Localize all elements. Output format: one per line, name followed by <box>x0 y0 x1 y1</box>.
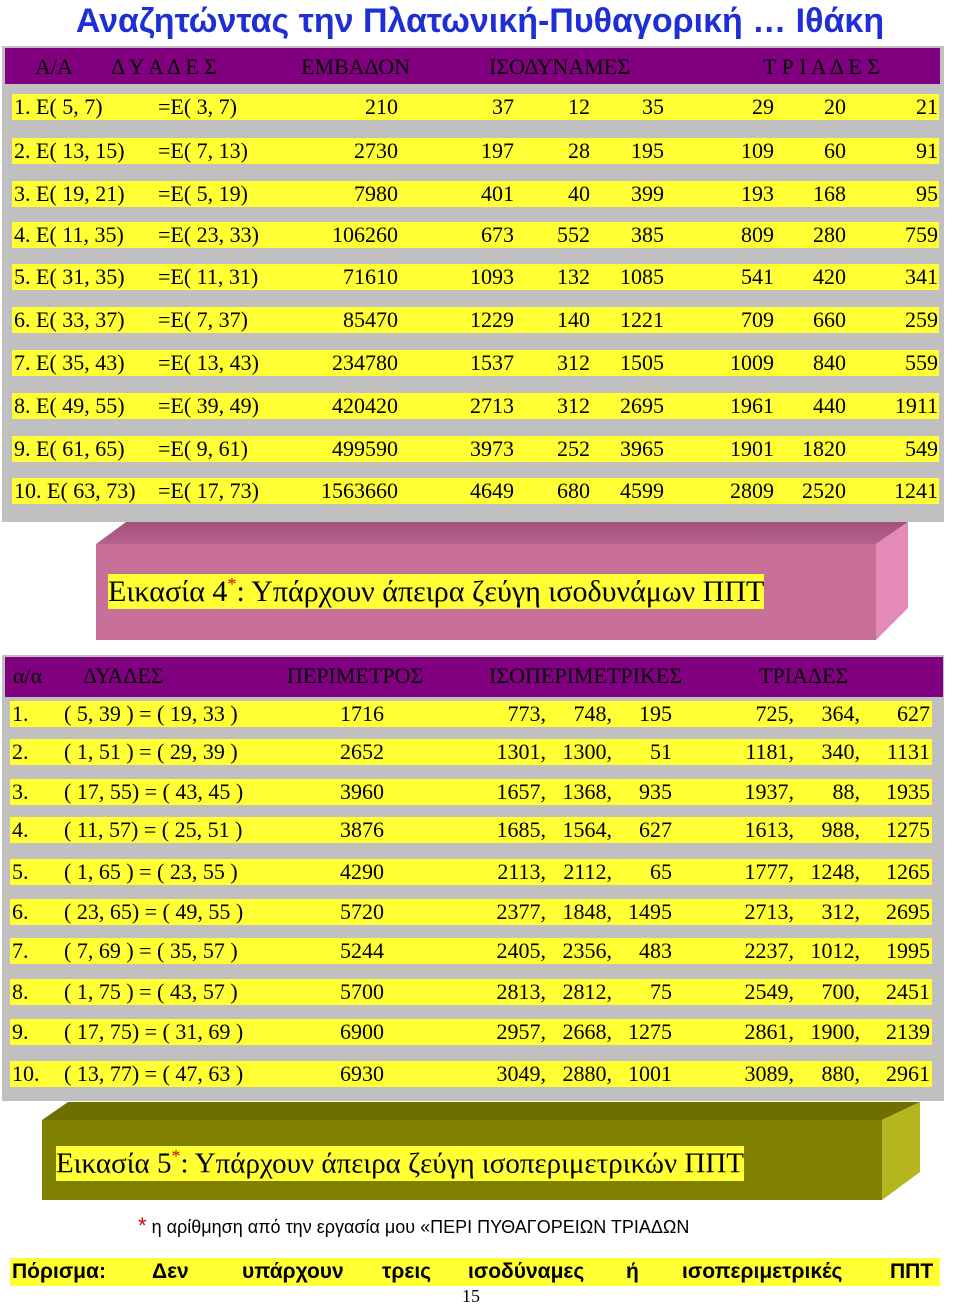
cell-a2: 680 <box>557 478 590 503</box>
table-row <box>12 393 939 419</box>
cell-a3: 935 <box>639 779 672 804</box>
cell-b2: 420 <box>813 264 846 289</box>
cell-a2: 2812, <box>562 979 612 1004</box>
equivalent-pairs-table <box>2 46 944 522</box>
cell-a2: 312 <box>557 350 590 375</box>
cell-pair: ( 1, 75 ) = ( 43, 57 ) <box>64 979 238 1004</box>
cell-a1: 3049, <box>496 1061 546 1086</box>
cell-a1: 2405, <box>496 938 546 963</box>
cell-b2: 440 <box>813 393 846 418</box>
cell-b1: 1181, <box>745 739 794 764</box>
cell-idx: 6. <box>12 899 29 924</box>
cell-b2: 312, <box>821 899 860 924</box>
cell-idx: 5. <box>12 859 29 884</box>
cell-a2: 312 <box>557 393 590 418</box>
cell-b3: 341 <box>905 264 938 289</box>
table-row <box>12 138 939 164</box>
cell-per: 5700 <box>340 979 384 1004</box>
cell-eq: =Ε( 17, 73) <box>158 478 259 503</box>
cell-a3: 195 <box>631 138 664 163</box>
cell-idx: 7. Ε( 35, 43) <box>14 350 125 375</box>
cell-a3: 1505 <box>620 350 664 375</box>
header-area: ΕΜΒΑΔΟΝ <box>301 54 411 79</box>
cell-a2: 2880, <box>562 1061 612 1086</box>
cell-b3: 21 <box>916 94 938 119</box>
cell-a3: 2695 <box>620 393 664 418</box>
corollary-word: τρεις <box>382 1260 432 1283</box>
header-equivalent: ΙΣΟΔΥΝΑΜΕΣ <box>489 54 631 79</box>
cell-b1: 2549, <box>744 979 794 1004</box>
cell-b3: 759 <box>905 222 938 247</box>
table-row <box>10 859 932 885</box>
cell-area: 106260 <box>332 222 398 247</box>
cell-a3: 483 <box>639 938 672 963</box>
cell-b1: 29 <box>752 94 774 119</box>
cell-a3: 35 <box>642 94 664 119</box>
cell-b3: 95 <box>916 181 938 206</box>
cell-eq: =Ε( 5, 19) <box>158 181 248 206</box>
cell-b2: 168 <box>813 181 846 206</box>
cell-b3: 259 <box>905 307 938 332</box>
cell-a3: 3965 <box>620 436 664 461</box>
cell-idx: 3. <box>12 779 29 804</box>
cell-b1: 2861, <box>744 1019 794 1044</box>
cell-b2: 60 <box>824 138 846 163</box>
cell-area: 210 <box>365 94 398 119</box>
table-row <box>10 779 932 805</box>
table-row <box>12 181 939 207</box>
cell-pair: ( 11, 57) = ( 25, 51 ) <box>64 817 243 842</box>
header-perimeter: ΠΕΡΙΜΕΤΡΟΣ <box>287 663 424 688</box>
cell-a3: 1221 <box>620 307 664 332</box>
cell-a1: 1229 <box>470 307 514 332</box>
conjecture-4-box <box>96 522 908 642</box>
cell-a3: 195 <box>639 701 672 726</box>
cell-per: 5244 <box>340 938 384 963</box>
cell-b3: 549 <box>905 436 938 461</box>
cell-a1: 401 <box>481 181 514 206</box>
cell-a2: 140 <box>557 307 590 332</box>
cell-a1: 673 <box>481 222 514 247</box>
table-row <box>12 436 939 462</box>
cell-b1: 1613, <box>744 817 794 842</box>
cell-pair: ( 7, 69 ) = ( 35, 57 ) <box>64 938 238 963</box>
table-row <box>10 1061 932 1087</box>
cell-b1: 193 <box>741 181 774 206</box>
cell-per: 1716 <box>340 701 384 726</box>
cell-b3: 1265 <box>886 859 930 884</box>
cell-a1: 3973 <box>470 436 514 461</box>
cell-b2: 660 <box>813 307 846 332</box>
cell-per: 4290 <box>340 859 384 884</box>
cell-eq: =Ε( 9, 61) <box>158 436 248 461</box>
cell-per: 5720 <box>340 899 384 924</box>
page-title: Αναζητώντας την Πλατωνική-Πυθαγορική … Ιθάκη <box>75 2 885 40</box>
table-row <box>10 899 932 925</box>
header-triples: ΤΡΙΑΔΕΣ <box>759 663 849 688</box>
cell-b2: 840 <box>813 350 846 375</box>
conjecture-4-text: Εικασία 4*: Υπάρχουν άπειρα ζεύγη ισοδυνάμων ΠΠΤ <box>108 574 765 608</box>
cell-a2: 2356, <box>562 938 612 963</box>
cell-b1: 1009 <box>730 350 774 375</box>
page-number: 15 <box>462 1286 480 1306</box>
cell-pair: ( 23, 65) = ( 49, 55 ) <box>64 899 244 924</box>
cell-a3: 4599 <box>620 478 664 503</box>
cell-b3: 1275 <box>886 817 930 842</box>
cell-idx: 7. <box>12 938 29 963</box>
cell-pair: ( 17, 75) = ( 31, 69 ) <box>64 1019 244 1044</box>
cell-b1: 2713, <box>744 899 794 924</box>
cell-a1: 1685, <box>496 817 546 842</box>
cell-a2: 1300, <box>562 739 612 764</box>
cell-a2: 12 <box>568 94 590 119</box>
cell-b1: 541 <box>741 264 774 289</box>
cell-idx: 4. <box>12 817 29 842</box>
cell-a2: 40 <box>568 181 590 206</box>
cell-a1: 2957, <box>496 1019 546 1044</box>
cell-a3: 75 <box>650 979 672 1004</box>
cell-b1: 3089, <box>744 1061 794 1086</box>
cell-b2: 988, <box>821 817 860 842</box>
corollary-word: ισοδύναμες <box>468 1260 585 1283</box>
cell-area: 1563660 <box>321 478 398 503</box>
cell-pair: ( 13, 77) = ( 47, 63 ) <box>64 1061 244 1086</box>
cell-b2: 20 <box>824 94 846 119</box>
table-row <box>10 701 932 727</box>
cell-b2: 1248, <box>810 859 860 884</box>
cell-idx: 4. Ε( 11, 35) <box>14 222 124 247</box>
cell-eq: =Ε( 3, 7) <box>158 94 237 119</box>
table-row <box>12 307 939 333</box>
table-row <box>12 350 939 376</box>
cell-b2: 1900, <box>810 1019 860 1044</box>
cell-b3: 1911 <box>894 393 938 418</box>
cell-a3: 385 <box>631 222 664 247</box>
cell-b2: 364, <box>821 701 860 726</box>
cell-b1: 109 <box>741 138 774 163</box>
cell-a1: 2377, <box>496 899 546 924</box>
cell-per: 2652 <box>340 739 384 764</box>
cell-idx: 9. <box>12 1019 29 1044</box>
header-triples: Τ Ρ Ι Α Δ Ε Σ <box>763 54 881 79</box>
table-row <box>12 94 939 120</box>
table-row <box>12 264 939 290</box>
cell-pair: ( 17, 55) = ( 43, 45 ) <box>64 779 244 804</box>
cell-a1: 2813, <box>496 979 546 1004</box>
cell-a1: 2113, <box>497 859 546 884</box>
cell-b3: 1995 <box>886 938 930 963</box>
cell-eq: =Ε( 11, 31) <box>158 264 259 289</box>
table-row <box>12 222 939 248</box>
cell-b2: 700, <box>821 979 860 1004</box>
cell-a3: 1275 <box>628 1019 672 1044</box>
header-pairs: ΔΥΑΔΕΣ <box>83 663 164 688</box>
cell-b2: 1012, <box>810 938 860 963</box>
corollary-word: ΠΠΤ <box>890 1260 934 1283</box>
cell-idx: 6. Ε( 33, 37) <box>14 307 125 332</box>
cell-b3: 2139 <box>886 1019 930 1044</box>
cell-a2: 252 <box>557 436 590 461</box>
cell-idx: 5. Ε( 31, 35) <box>14 264 125 289</box>
cell-b3: 1131 <box>886 739 930 764</box>
cell-a3: 51 <box>650 739 672 764</box>
cell-a2: 28 <box>568 138 590 163</box>
header-isoperimetric: ΙΣΟΠΕΡΙΜΕΤΡΙΚΕΣ <box>489 663 683 688</box>
cell-a3: 627 <box>639 817 672 842</box>
cell-idx: 1. <box>12 701 29 726</box>
header-index: Α/Α <box>35 54 73 79</box>
cell-a1: 1537 <box>470 350 514 375</box>
cell-a1: 1657, <box>496 779 546 804</box>
cell-b3: 2451 <box>886 979 930 1004</box>
conjecture-5-box <box>42 1102 920 1202</box>
conjecture-5-text: Εικασία 5*: Υπάρχουν άπειρα ζεύγη ισοπεριμετρικών ΠΠΤ <box>56 1146 744 1180</box>
cell-b2: 340, <box>821 739 860 764</box>
cell-b1: 725, <box>755 701 794 726</box>
cell-b1: 2237, <box>744 938 794 963</box>
cell-a1: 4649 <box>470 478 514 503</box>
footnote: * η αρίθμηση από την εργασία μου «ΠΕΡΙ ΠΥΘΑΓΟΡΕΙΩΝ ΤΡΙΑΔΩΝ <box>138 1213 690 1238</box>
cell-a1: 197 <box>481 138 514 163</box>
cell-b3: 559 <box>905 350 938 375</box>
cell-area: 499590 <box>332 436 398 461</box>
header-index: α/α <box>13 663 43 688</box>
cell-a1: 37 <box>492 94 514 119</box>
cell-b1: 1961 <box>730 393 774 418</box>
cell-pair: ( 1, 65 ) = ( 23, 55 ) <box>64 859 238 884</box>
cell-idx: 1. Ε( 5, 7) <box>14 94 103 119</box>
cell-b2: 880, <box>821 1061 860 1086</box>
cell-a1: 1093 <box>470 264 514 289</box>
cell-idx: 8. <box>12 979 29 1004</box>
cell-a3: 1001 <box>628 1061 672 1086</box>
cell-a2: 132 <box>557 264 590 289</box>
cell-per: 6900 <box>340 1019 384 1044</box>
cell-area: 71610 <box>343 264 398 289</box>
cell-b1: 1777, <box>744 859 794 884</box>
table-row <box>10 817 932 843</box>
cell-b2: 88, <box>832 779 860 804</box>
cell-b1: 1901 <box>730 436 774 461</box>
cell-a3: 1495 <box>628 899 672 924</box>
cell-idx: 8. Ε( 49, 55) <box>14 393 125 418</box>
cell-idx: 9. Ε( 61, 65) <box>14 436 125 461</box>
cell-b3: 2961 <box>886 1061 930 1086</box>
cell-a2: 1368, <box>562 779 612 804</box>
cell-b2: 1820 <box>802 436 846 461</box>
corollary <box>10 1258 940 1286</box>
cell-a2: 2112, <box>563 859 612 884</box>
cell-b1: 2809 <box>730 478 774 503</box>
cell-a1: 1301, <box>496 739 546 764</box>
cell-a1: 773, <box>507 701 546 726</box>
cell-pair: ( 1, 51 ) = ( 29, 39 ) <box>64 739 238 764</box>
cell-eq: =Ε( 13, 43) <box>158 350 259 375</box>
cell-area: 7980 <box>354 181 398 206</box>
cell-b2: 2520 <box>802 478 846 503</box>
cell-idx: 2. <box>12 739 29 764</box>
cell-idx: 10. <box>12 1061 40 1086</box>
table-header <box>5 657 943 697</box>
cell-a2: 552 <box>557 222 590 247</box>
cell-b3: 91 <box>916 138 938 163</box>
cell-b3: 1935 <box>886 779 930 804</box>
cell-eq: =Ε( 7, 13) <box>158 138 248 163</box>
cell-b1: 1937, <box>744 779 794 804</box>
cell-a2: 1564, <box>562 817 612 842</box>
cell-eq: =Ε( 39, 49) <box>158 393 259 418</box>
corollary-word: Δεν <box>152 1260 189 1283</box>
cell-idx: 3. Ε( 19, 21) <box>14 181 125 206</box>
isoperimetric-pairs-table <box>2 655 944 1101</box>
cell-idx: 10. Ε( 63, 73) <box>14 478 136 503</box>
table-row <box>10 979 932 1005</box>
cell-b3: 2695 <box>886 899 930 924</box>
cell-b1: 709 <box>741 307 774 332</box>
cell-b1: 809 <box>741 222 774 247</box>
cell-pair: ( 5, 39 ) = ( 19, 33 ) <box>64 701 238 726</box>
cell-idx: 2. Ε( 13, 15) <box>14 138 125 163</box>
table-header <box>5 48 940 84</box>
corollary-word: Πόρισμα: <box>12 1260 106 1283</box>
cell-b3: 1241 <box>894 478 938 503</box>
cell-area: 85470 <box>343 307 398 332</box>
cell-b2: 280 <box>813 222 846 247</box>
cell-area: 234780 <box>332 350 398 375</box>
cell-a1: 2713 <box>470 393 514 418</box>
table-row <box>10 739 932 765</box>
table-row <box>12 478 939 504</box>
header-pairs: Δ Υ Α Δ Ε Σ <box>111 54 218 79</box>
cell-per: 3876 <box>340 817 384 842</box>
corollary-word: ισοπεριμετρικές <box>682 1260 843 1283</box>
cell-area: 420420 <box>332 393 398 418</box>
cell-eq: =Ε( 23, 33) <box>158 222 259 247</box>
table-row <box>10 1019 932 1045</box>
corollary-word: υπάρχουν <box>242 1260 344 1283</box>
cell-per: 6930 <box>340 1061 384 1086</box>
cell-a3: 399 <box>631 181 664 206</box>
cell-per: 3960 <box>340 779 384 804</box>
cell-b3: 627 <box>897 701 930 726</box>
cell-a2: 1848, <box>562 899 612 924</box>
cell-area: 2730 <box>354 138 398 163</box>
table-row <box>10 938 932 964</box>
cell-a2: 748, <box>573 701 612 726</box>
cell-a3: 1085 <box>620 264 664 289</box>
corollary-word: ή <box>626 1260 639 1283</box>
cell-a3: 65 <box>650 859 672 884</box>
cell-a2: 2668, <box>562 1019 612 1044</box>
cell-eq: =Ε( 7, 37) <box>158 307 248 332</box>
